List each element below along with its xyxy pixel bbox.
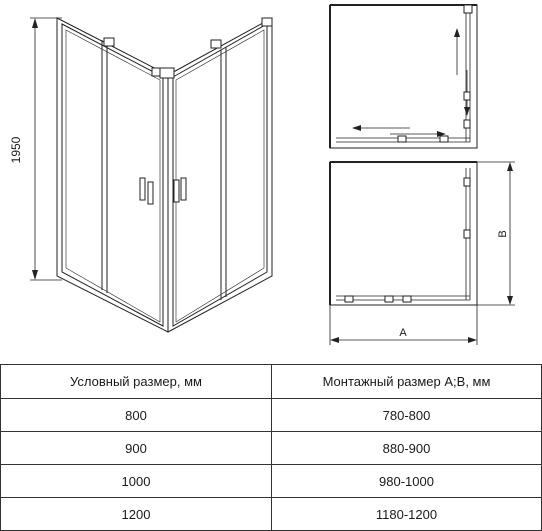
header-installation-size: Монтажный размер A;B, мм <box>272 365 542 399</box>
header-nominal-size: Условный размер, мм <box>1 365 272 399</box>
nominal-size-cell: 1000 <box>1 465 272 498</box>
installation-size-cell: 880-900 <box>272 432 542 465</box>
installation-size-cell: 980-1000 <box>272 465 542 498</box>
size-table <box>0 364 542 531</box>
height-label: 1950 <box>9 136 23 164</box>
plan-view-top <box>330 5 477 148</box>
dimension-b-label: B <box>497 230 509 238</box>
table-row <box>1 465 542 498</box>
dimension-a-label: A <box>399 327 407 339</box>
plan-view-bottom <box>330 162 515 345</box>
installation-size-cell: 780-800 <box>272 399 542 432</box>
nominal-size-cell: 1200 <box>1 498 272 531</box>
nominal-size-cell: 800 <box>1 399 272 432</box>
left-panel <box>57 18 168 332</box>
table-row <box>1 432 542 465</box>
table-header-row <box>1 365 542 399</box>
right-panel <box>160 18 272 332</box>
table-row <box>1 498 542 531</box>
nominal-size-cell: 900 <box>1 432 272 465</box>
table-row <box>1 399 542 432</box>
installation-size-cell: 1180-1200 <box>272 498 542 531</box>
